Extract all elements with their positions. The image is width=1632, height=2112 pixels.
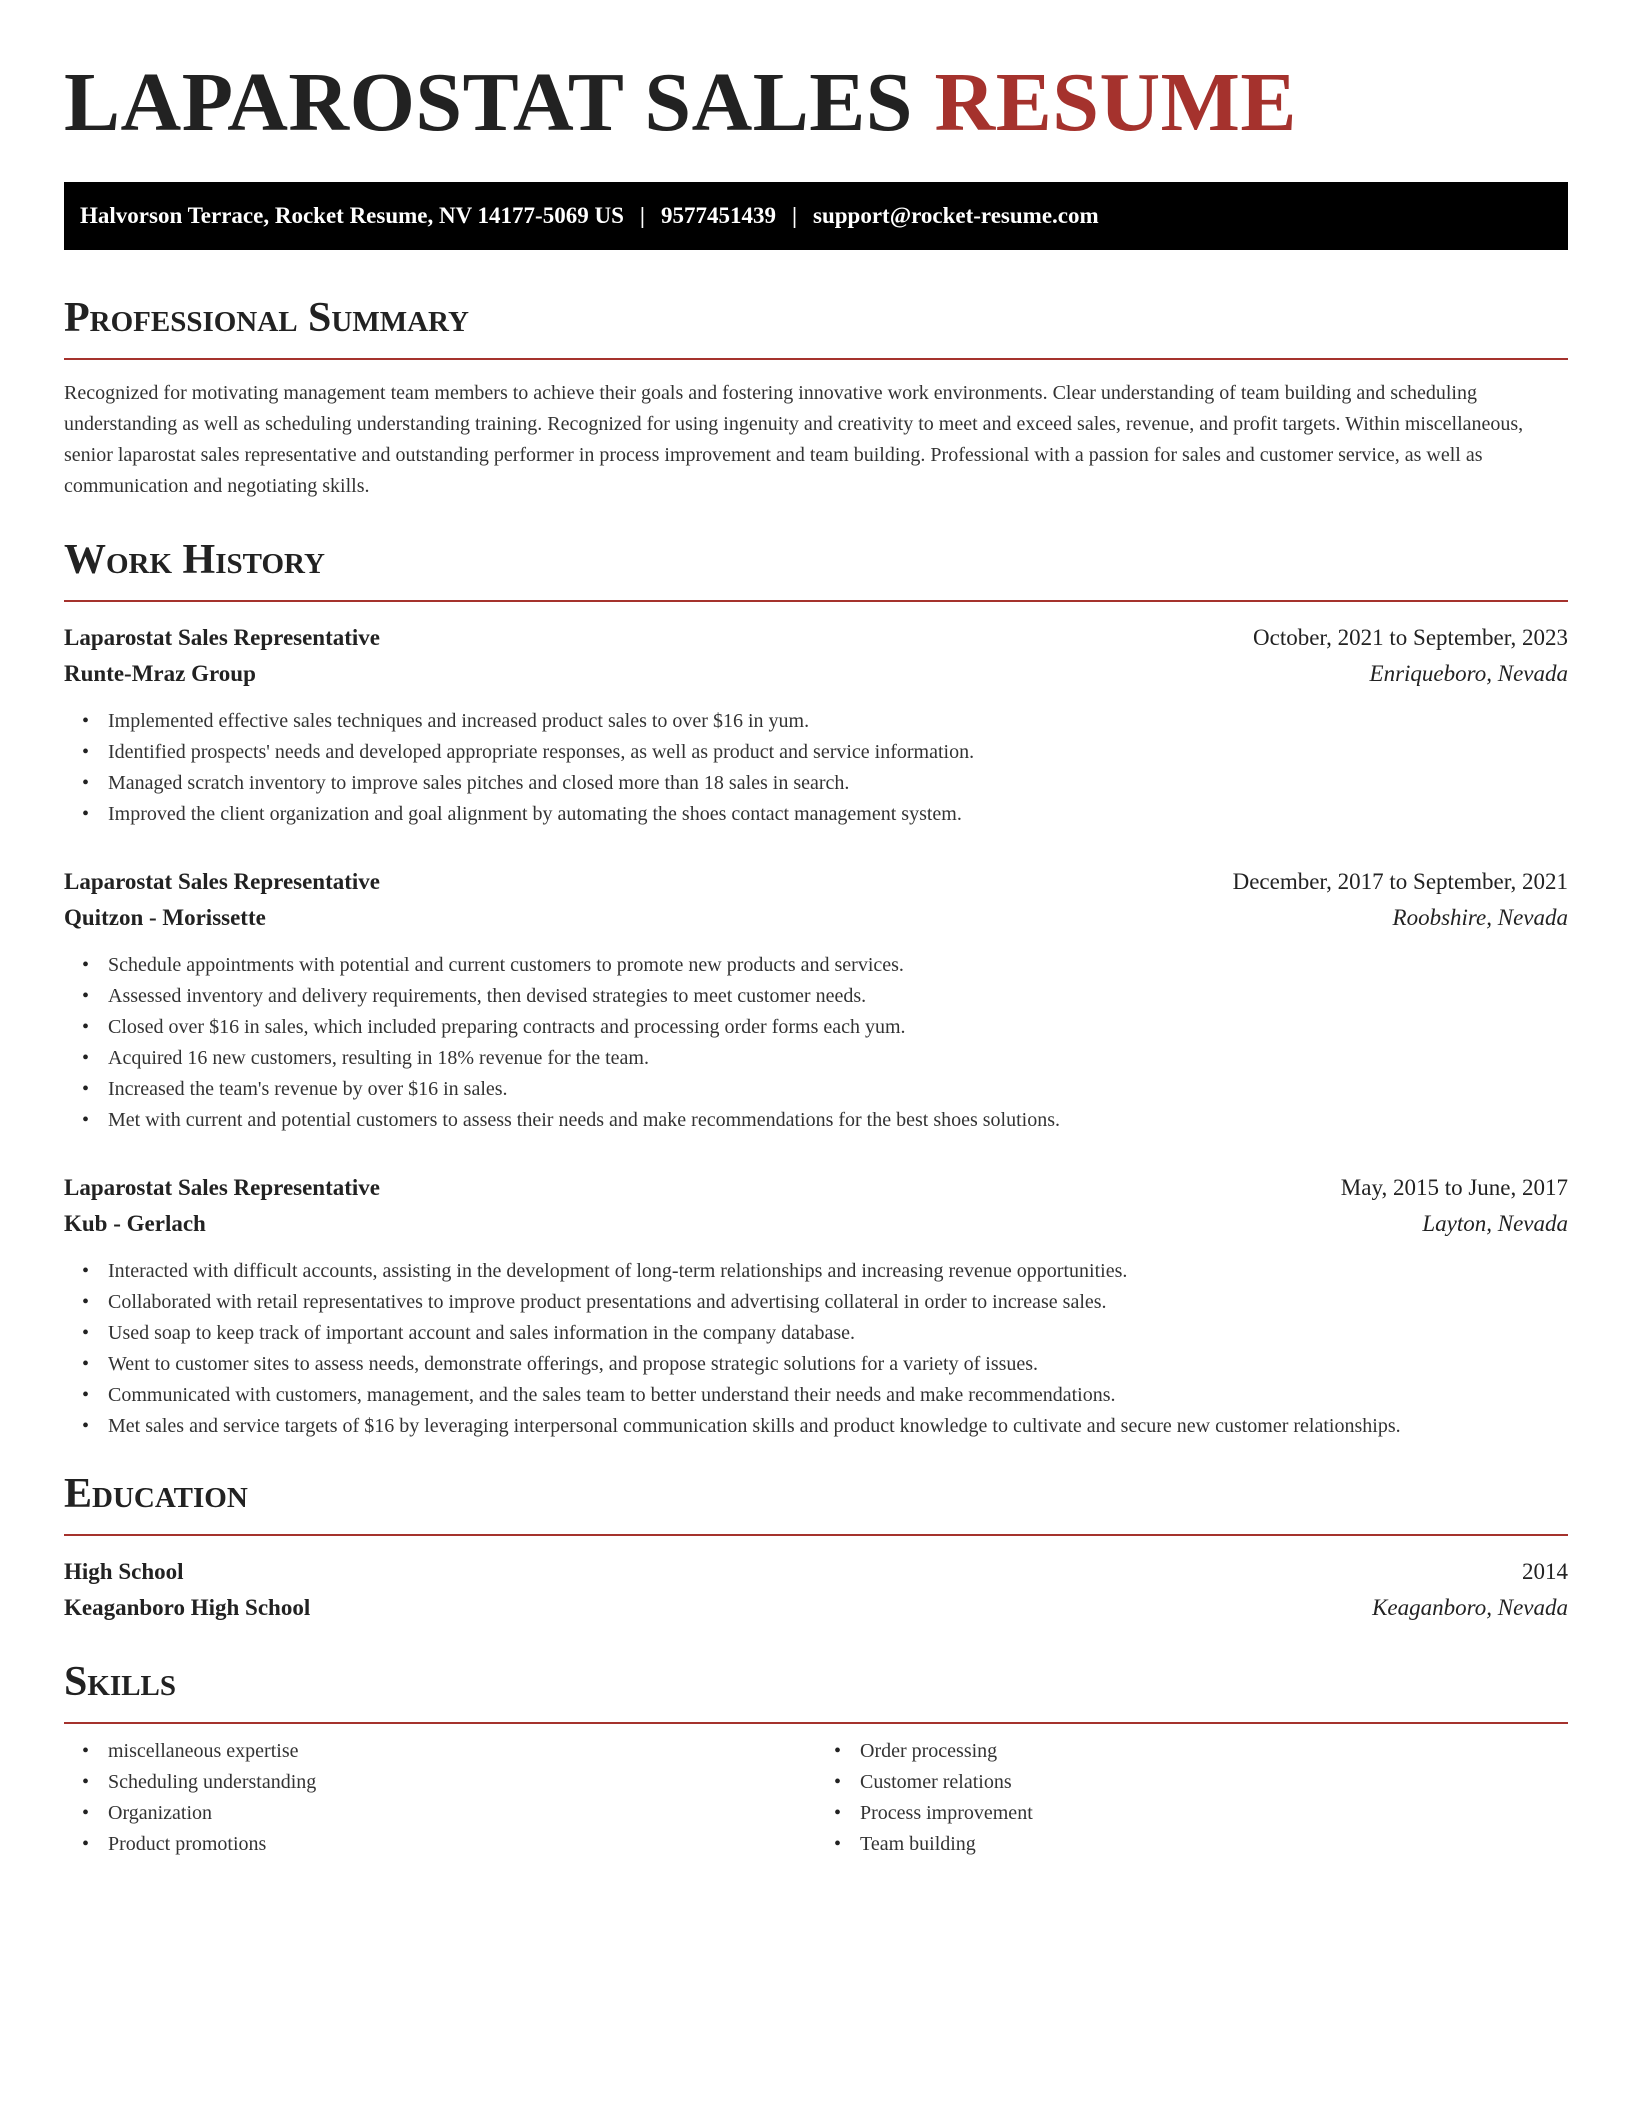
job-bullets	[64, 1256, 1568, 1442]
job-bullet: • Improved the client organization and goal alignment by automating the shoes contact management system.	[108, 799, 1568, 830]
job-company-row	[64, 656, 1568, 692]
contact-bar	[64, 182, 1568, 250]
skill-item: • Customer relations	[860, 1767, 1568, 1798]
work-history-section	[64, 534, 1568, 1442]
job-company-row	[64, 1206, 1568, 1242]
education-location: Keaganboro, Nevada	[1372, 1595, 1568, 1620]
job-bullet: • Met sales and service targets of $16 by leveraging interpersonal communication skills and product knowledge to cultivate and secure new customer relationships.	[108, 1411, 1568, 1442]
work-history-heading: Work History	[64, 537, 325, 583]
section-divider	[64, 1534, 1568, 1536]
education-year: 2014	[1522, 1559, 1568, 1584]
contact-email: support@rocket-resume.com	[813, 203, 1099, 228]
job-title: Laparostat Sales Representative	[64, 625, 381, 650]
job-company: Kub - Gerlach	[64, 1211, 206, 1236]
skills-list-left	[64, 1736, 816, 1860]
skill-item: • Organization	[108, 1798, 816, 1829]
job-company: Runte-Mraz Group	[64, 661, 256, 686]
job-location: Layton, Nevada	[1422, 1211, 1568, 1236]
education-school: Keaganboro High School	[64, 1595, 311, 1620]
job-bullet: • Closed over $16 in sales, which included preparing contracts and processing order forms each yum.	[108, 1012, 1568, 1043]
job-bullet: • Collaborated with retail representatives to improve product presentations and advertising collateral in order to increase sales.	[108, 1287, 1568, 1318]
contact-separator: |	[639, 203, 645, 228]
skill-item: • Product promotions	[108, 1829, 816, 1860]
job-title: Laparostat Sales Representative	[64, 869, 381, 894]
contact-address: Halvorson Terrace, Rocket Resume, NV 14177-5069 US	[80, 203, 624, 228]
skills-list-right	[816, 1736, 1568, 1860]
job-bullet: • Identified prospects' needs and developed appropriate responses, as well as product and service information.	[108, 737, 1568, 768]
skill-item: • Process improvement	[860, 1798, 1568, 1829]
summary-heading: Professional Summary	[64, 295, 469, 341]
education-degree-row	[64, 1554, 1568, 1590]
job-bullet: • Assessed inventory and delivery requirements, then devised strategies to meet customer needs.	[108, 981, 1568, 1012]
job-bullet: • Managed scratch inventory to improve sales pitches and closed more than 18 sales in search.	[108, 768, 1568, 799]
summary-section	[64, 292, 1568, 502]
title-accent: RESUME	[934, 56, 1297, 149]
contact-phone: 9577451439	[660, 203, 776, 228]
job-header-row	[64, 620, 1568, 656]
job-entry	[64, 864, 1568, 1136]
skills-heading: Skills	[64, 1659, 177, 1705]
job-bullet: • Communicated with customers, management, and the sales team to better understand their needs and make recommendations.	[108, 1380, 1568, 1411]
resume-title	[64, 48, 1568, 158]
job-dates: December, 2017 to September, 2021	[1232, 869, 1568, 894]
education-heading: Education	[64, 1471, 248, 1517]
skills-columns	[64, 1736, 1568, 1860]
job-header-row	[64, 1170, 1568, 1206]
job-company-row	[64, 900, 1568, 936]
job-bullet: • Went to customer sites to assess needs, demonstrate offerings, and propose strategic solutions for a variety of issues.	[108, 1349, 1568, 1380]
job-dates: October, 2021 to September, 2023	[1253, 625, 1568, 650]
job-bullets	[64, 706, 1568, 830]
education-school-row	[64, 1590, 1568, 1626]
job-entry	[64, 1170, 1568, 1442]
contact-separator: |	[791, 203, 798, 228]
skill-item: • Order processing	[860, 1736, 1568, 1767]
education-degree: High School	[64, 1559, 184, 1584]
job-title: Laparostat Sales Representative	[64, 1175, 381, 1200]
section-divider	[64, 358, 1568, 360]
job-bullet: • Implemented effective sales techniques and increased product sales to over $16 in yum.	[108, 706, 1568, 737]
job-bullets	[64, 950, 1568, 1136]
section-divider	[64, 1722, 1568, 1724]
job-bullet: • Schedule appointments with potential and current customers to promote new products and services.	[108, 950, 1568, 981]
education-section	[64, 1468, 1568, 1626]
skills-section	[64, 1656, 1568, 1860]
job-location: Enriqueboro, Nevada	[1369, 661, 1568, 686]
job-dates: May, 2015 to June, 2017	[1340, 1175, 1568, 1200]
section-divider	[64, 600, 1568, 602]
skill-item: • Scheduling understanding	[108, 1767, 816, 1798]
job-bullet: • Met with current and potential customers to assess their needs and make recommendations for the best shoes solutions.	[108, 1105, 1568, 1136]
skill-item: • Team building	[860, 1829, 1568, 1860]
job-location: Roobshire, Nevada	[1392, 905, 1568, 930]
title-main: LAPAROSTAT SALES	[64, 56, 914, 149]
job-bullet: • Increased the team's revenue by over $16 in sales.	[108, 1074, 1568, 1105]
job-bullet: • Interacted with difficult accounts, assisting in the development of long-term relationships and increasing revenue opportunities.	[108, 1256, 1568, 1287]
summary-text: Recognized for motivating management team members to achieve their goals and fostering innovative work environments. Clear understanding of team building and scheduling understanding as well as scheduling understanding training. Recognized for using ingenuity and creativity to meet and exceed sales, revenue, and profit targets. Within miscellaneous, senior laparostat sales representative and outstanding performer in process improvement and team building. Professional with a passion for sales and customer service, as well as communication and negotiating skills.	[64, 382, 1524, 497]
job-header-row	[64, 864, 1568, 900]
skill-item: • miscellaneous expertise	[108, 1736, 816, 1767]
job-bullet: • Used soap to keep track of important account and sales information in the company database.	[108, 1318, 1568, 1349]
job-company: Quitzon - Morissette	[64, 905, 266, 930]
job-entry	[64, 620, 1568, 830]
job-bullet: • Acquired 16 new customers, resulting in 18% revenue for the team.	[108, 1043, 1568, 1074]
